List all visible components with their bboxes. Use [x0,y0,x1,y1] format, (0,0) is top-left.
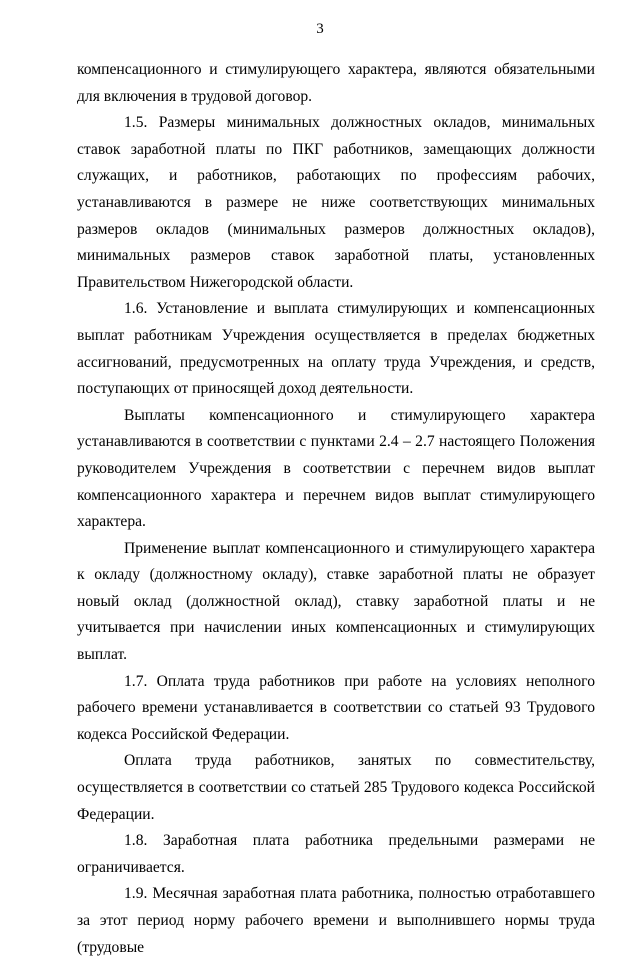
paragraph-1-9: 1.9. Месячная заработная плата работника, полностью отработавшего за этот период норму рабочего времени и выполнившего нормы труда (трудовые [77,885,595,956]
paragraph-1-5: 1.5. Размеры минимальных должностных окладов, минимальных ставок заработной платы по ПКГ работников, замещающих должности служащих, и работников, работающих по профессиям рабочих, устанавливаются в размере не ниже соответствующих минимальных размеров окладов (минимальных размеров должностных окладов), минимальных размеров ставок заработной платы, установленных Правительством Нижегородской области. [77,114,595,291]
paragraph-1-7: 1.7. Оплата труда работников при работе на условиях неполного рабочего времени устанавливается в соответствии со статьей 93 Трудового кодекса Российской Федерации. [77,672,595,743]
paragraph-payments-established: Выплаты компенсационного и стимулирующего характера устанавливаются в соответствии с пунктами 2.4 – 2.7 настоящего Положения руководителем Учреждения в соответствии с перечнем видов выплат компенсационного характера и перечнем видов выплат стимулирующего характера. [77,406,595,531]
paragraph-part-time: Оплата труда работников, занятых по совместительству, осуществляется в соответствии со статьей 285 Трудового кодекса Российской Федерации. [77,752,595,823]
paragraph-1-6: 1.6. Установление и выплата стимулирующих и компенсационных выплат работникам Учреждения осуществляется в пределах бюджетных ассигнований, предусмотренных на оплату труда Учреждения, и средств, поступающих от приносящей доход деятельности. [77,300,595,398]
paragraph-continuation: компенсационного и стимулирующего характера, являются обязательными для включения в трудовой договор. [77,61,595,105]
page-number: 3 [316,21,324,37]
paragraph-1-8: 1.8. Заработная плата работника предельными размерами не ограничивается. [77,832,595,876]
document-body [77,57,595,961]
paragraph-payments-application: Применение выплат компенсационного и стимулирующего характера к окладу (должностному окладу), ставке заработной платы не образует новый оклад (должностной оклад), ставку заработной платы и не учитывается при начислении иных компенсационных и стимулирующих выплат. [77,539,595,664]
